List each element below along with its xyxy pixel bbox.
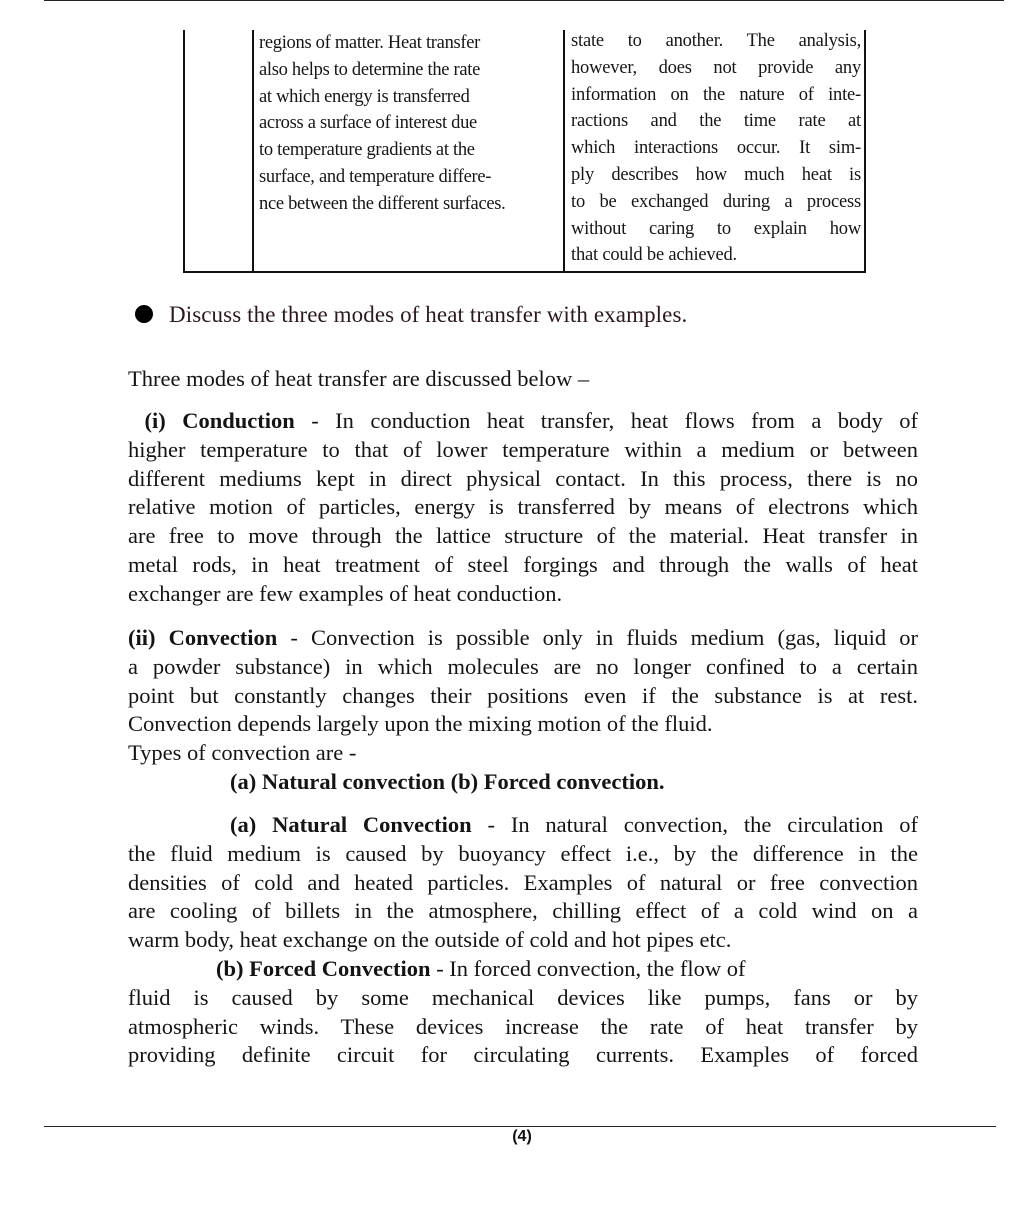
para-line: point but constantly changes their positions even if the substance is at rest. bbox=[128, 682, 918, 708]
natural-convection-paragraph bbox=[128, 811, 918, 955]
para-line: Convection depends largely upon the mixing motion of the fluid. bbox=[128, 711, 713, 737]
natural-convection-heading: (a) Natural Convection bbox=[230, 812, 472, 837]
para-line: fluid is caused by some mechanical devices like pumps, fans or by bbox=[128, 984, 918, 1010]
para-line: are cooling of billets in the atmosphere, chilling effect of a cold wind on a bbox=[128, 898, 918, 924]
cell-line: which interactions occur. It sim- bbox=[571, 138, 861, 159]
para-line: higher temperature to that of lower temperature within a medium or between bbox=[128, 436, 918, 462]
cell-line: state to another. The analysis, bbox=[571, 31, 861, 51]
table-bottom-border bbox=[183, 271, 866, 273]
convection-paragraph bbox=[128, 624, 918, 797]
forced-convection-heading: (b) Forced Convection bbox=[216, 956, 431, 981]
para-line: (ii) Convection - Convection is possible only in fluids medium (gas, liquid or bbox=[128, 625, 918, 650]
cell-line: at which energy is transferred bbox=[259, 86, 470, 107]
cell-line: without caring to explain how bbox=[571, 218, 861, 239]
cell-line: also helps to determine the rate bbox=[259, 59, 481, 80]
convection-heading: (ii) Convection bbox=[128, 625, 278, 650]
para-line: different mediums kept in direct physical contact. In this process, there is no bbox=[128, 465, 918, 491]
para-line: (i) Conduction - In conduction heat transfer, heat flows from a body of bbox=[144, 408, 919, 433]
cell-line: surface, and temperature differe- bbox=[259, 166, 492, 187]
table-cell-middle bbox=[259, 30, 564, 218]
para-line: metal rods, in heat treatment of steel forgings and through the walls of heat bbox=[128, 551, 918, 577]
intro-text: Three modes of heat transfer are discussed below – bbox=[128, 366, 590, 391]
table-right-border bbox=[864, 30, 866, 273]
table-divider-1 bbox=[252, 30, 254, 273]
para-line: relative motion of particles, energy is transferred by means of electrons which bbox=[128, 494, 918, 520]
intro-paragraph bbox=[128, 365, 918, 394]
cell-line: ply describes how much heat is bbox=[571, 164, 861, 185]
cell-line: to temperature gradients at the bbox=[259, 140, 475, 161]
para-line: (b) Forced Convection - In forced convection, the flow of bbox=[216, 956, 746, 981]
cell-line: ractions and the time rate at bbox=[571, 111, 861, 132]
para-line: densities of cold and heated particles. Examples of natural or free convection bbox=[128, 869, 918, 895]
convection-types-label: Types of convection are - bbox=[128, 740, 357, 766]
footer-rule bbox=[44, 1126, 996, 1127]
para-line: atmospheric winds. These devices increase the rate of heat transfer by bbox=[128, 1013, 918, 1039]
para-line: the fluid medium is caused by buoyancy effect i.e., by the difference in the bbox=[128, 840, 918, 866]
para-line: a powder substance) in which molecules are no longer confined to a certain bbox=[128, 653, 918, 679]
bullet-icon bbox=[135, 305, 153, 323]
conduction-heading: (i) Conduction bbox=[144, 408, 295, 433]
question-text: Discuss the three modes of heat transfer with examples. bbox=[169, 302, 688, 327]
cell-line: to be exchanged during a process bbox=[571, 191, 861, 212]
para-line: providing definite circuit for circulating currents. Examples of forced bbox=[128, 1042, 918, 1068]
para-line: exchanger are few examples of heat conduction. bbox=[128, 580, 563, 606]
page-number: (4) bbox=[512, 1128, 532, 1145]
cell-line: across a surface of interest due bbox=[259, 113, 477, 134]
cell-line: information on the nature of inte- bbox=[571, 84, 861, 105]
top-rule bbox=[44, 0, 1004, 1]
forced-convection-paragraph bbox=[128, 955, 918, 1070]
para-line: warm body, heat exchange on the outside of cold and hot pipes etc. bbox=[128, 927, 732, 953]
convection-types-list: (a) Natural convection (b) Forced convection. bbox=[230, 768, 665, 794]
cell-line: nce between the different surfaces. bbox=[259, 193, 506, 214]
cell-line: that could be achieved. bbox=[571, 245, 737, 266]
cell-line: however, does not provide any bbox=[571, 57, 861, 78]
para-line: (a) Natural Convection - In natural convection, the circulation of bbox=[230, 812, 918, 837]
table-left-border bbox=[183, 30, 185, 273]
table-cell-right bbox=[571, 28, 861, 269]
comparison-table-fragment bbox=[183, 30, 866, 273]
cell-line: regions of matter. Heat transfer bbox=[259, 33, 481, 53]
para-line: are free to move through the lattice structure of the material. Heat transfer in bbox=[128, 523, 918, 549]
conduction-paragraph bbox=[128, 407, 918, 609]
question-heading bbox=[135, 302, 687, 328]
